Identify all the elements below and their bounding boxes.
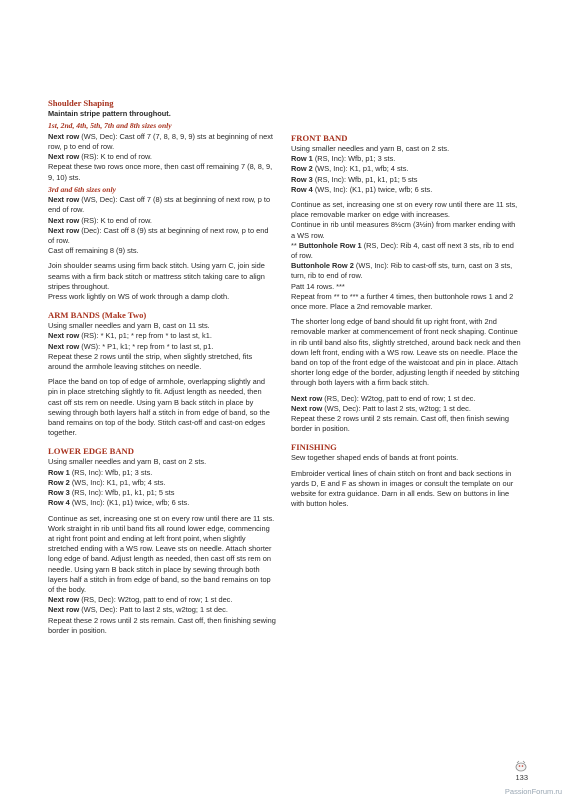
row-text: (WS, Dec): Patt to last 2 sts, w2tog; 1 st dec. (79, 605, 228, 615)
instruction-row (48, 331, 276, 341)
instruction-row (291, 414, 521, 434)
mascot-icon (512, 758, 530, 772)
instruction-row (48, 132, 276, 152)
row-text: Using smaller needles and yarn B, cast on 11 sts. (48, 321, 210, 331)
instruction-row (291, 144, 521, 154)
shoulder-shaping-heading: Shoulder Shaping (48, 98, 114, 108)
instruction-row (291, 404, 521, 414)
press-work-paragraph: Press work lightly on WS of work through a damp cloth. (48, 292, 230, 302)
lower-edge-band-section (48, 446, 276, 635)
instruction-row (48, 226, 276, 246)
row-label: Next row (48, 605, 80, 615)
row-text: (RS, Dec): W2tog, patt to end of row; 1 st dec. (79, 595, 233, 605)
row-label: Next row (291, 393, 323, 403)
row-text: (WS, Dec): Cast off 7 (7, 8, 8, 9, 9) sts at beginning of next row, p to end of row. (48, 131, 273, 151)
instruction-row (48, 352, 276, 372)
instruction-row (48, 246, 276, 256)
shoulder-shaping-section (48, 98, 276, 302)
instruction-row (291, 154, 521, 164)
instruction-row (48, 162, 276, 182)
row-text: Repeat these 2 rows until 2 sts remain. Cast off, then finish sewing border in position. (291, 414, 509, 434)
front-band-rows-2 (291, 200, 521, 312)
row-label: Next row (48, 195, 80, 205)
row-label: Next row (48, 331, 80, 341)
arm-bands-heading: ARM BANDS (Make Two) (48, 310, 147, 321)
page-number: 133 (515, 773, 528, 782)
row-text: Repeat these two rows once more, then cast off remaining 7 (8, 8, 9, 9, 10) sts. (48, 162, 273, 182)
instruction-row (48, 152, 276, 162)
sizes-subheading-1: 1st, 2nd, 4th, 5th, 7th and 8th sizes only (48, 121, 172, 131)
front-band-section (291, 133, 521, 434)
row-label: Next row (48, 341, 80, 351)
finishing-paragraph-1: Sew together shaped ends of bands at front points. (291, 453, 459, 463)
row-text: Repeat from ** to *** a further 4 times, then buttonhole rows 1 and 2 once more. Place a 2nd removable marker. (291, 291, 514, 312)
lower-edge-paragraph: Continue as set, increasing one st on every row until there are 11 sts. Work straight in rib until band fits all round lower edge, commencing at right front point and ending at left front point, when slightly stretched ending with a WS row. Leave sts on needle. Attach shorter long edge of band. Adjust length as needed, then cast off sts rem on needle. Using yarn B back stitch in place by sewing through both layers half a stitch in from edge of band, so the band remains on top of the body. (48, 513, 275, 594)
row-text: Using smaller needles and yarn B, cast on 2 sts. (291, 144, 450, 153)
instruction-row (48, 488, 276, 498)
row-label: Row 2 (291, 164, 313, 174)
row-text: Continue in rib until measures 8½cm (3½in) from marker ending with a WS row. (291, 220, 516, 240)
row-text: (WS, Dec): Cast off 7 (8) sts at beginning of next row, p to end of row. (48, 195, 271, 215)
row-text: (WS, Inc): K1, p1, wfb; 4 sts. (312, 164, 409, 174)
row-text: (RS): * K1, p1; * rep from * to last st, k1. (79, 331, 212, 341)
row-label: Buttonhole Row 2 (291, 261, 354, 271)
front-band-rows-3 (291, 394, 521, 435)
row-text: Cast off remaining 8 (9) sts. (48, 246, 139, 256)
row-text: Repeat these 2 rows until 2 sts remain. Cast off, then finishing sewing border in position. (48, 615, 276, 635)
row-text: (RS, Inc): Wfb, p1, k1, p1; 5 sts (312, 174, 418, 184)
row-text: (RS, Inc): Wfb, p1; 3 sts. (69, 467, 153, 477)
row-text: (RS): K to end of row. (79, 215, 152, 225)
instruction-row (48, 468, 276, 478)
row-label: Next row (48, 152, 80, 162)
instruction-row (291, 292, 521, 312)
arm-bands-paragraph: Place the band on top of edge of armhole, overlapping slightly and pin in place stretching slightly to fit. Adjust length as needed, then cast off sts rem on needle. Using yarn B back stitch in place by sewing through both layers half a stitch in from edge of band, so the band remains on top of the body. Stitch cast-off and cast-on edges together. (48, 377, 270, 438)
instruction-row (291, 175, 521, 185)
row-text: (RS): K to end of row. (79, 152, 152, 162)
right-column (291, 133, 521, 518)
row-text: (WS): * P1, k1; * rep from * to last st, p1. (79, 341, 214, 351)
instruction-row: ** Buttonhole Row 1 (RS, Dec): Rib 4, cast off next 3 sts, rib to end of row. (291, 240, 514, 261)
row-label: Row 1 (291, 154, 313, 164)
row-text: (RS, Inc): Wfb, p1; 3 sts. (312, 154, 396, 164)
left-column (48, 98, 276, 644)
instruction-row (48, 457, 276, 467)
lower-edge-rows-2 (48, 595, 276, 636)
front-band-heading: FRONT BAND (291, 133, 348, 143)
row-text: Repeat these 2 rows until the strip, when slightly stretched, fits around the armhole leaving stitches on needle. (48, 351, 253, 372)
instruction-row (291, 185, 521, 195)
instruction-row (48, 195, 276, 215)
row-text: Using smaller needles and yarn B, cast on 2 sts. (48, 457, 207, 467)
row-text: (WS, Inc): (K1, p1) twice, wfb; 6 sts. (312, 184, 433, 194)
instruction-row (48, 616, 276, 636)
finishing-paragraph-2: Embroider vertical lines of chain stitch on front and back sections in yards D, E and F as shown in images or consult the template on our website for extra guidance. Darn in all ends. Sew on buttons in line with button holes. (291, 468, 514, 509)
finishing-section (291, 442, 521, 509)
instruction-row (48, 216, 276, 226)
sizes-subheading-2: 3rd and 6th sizes only (48, 184, 116, 194)
row-text: Continue as set, increasing one st on every row until there are 11 sts, place removable marker on edge with increases. (291, 200, 518, 220)
row-label: Buttonhole Row 1 (298, 240, 362, 250)
lower-edge-band-heading: LOWER EDGE BAND (48, 446, 134, 457)
instruction-row (291, 164, 521, 174)
shoulder-intro: Maintain stripe pattern throughout. (48, 109, 171, 118)
row-label: Next row (48, 131, 80, 141)
finishing-heading: FINISHING (291, 442, 337, 453)
instruction-row (291, 220, 521, 240)
row-label: Row 3 (291, 174, 313, 184)
instruction-row (291, 261, 521, 281)
row-label: Next row (48, 215, 80, 225)
front-band-rows (291, 144, 521, 195)
row-label: Next row (48, 595, 80, 605)
join-seams-paragraph: Join shoulder seams using firm back stitch. Using yarn C, join side seams with a firm back stitch or mattress stitch taking care to align stripes throughout. (48, 261, 265, 291)
front-band-paragraph: The shorter long edge of band should fit up right front, with 2nd removable marker at commencement of front neck shaping. Continue in rib until band also fits, slightly stretched, around back neck and then down left front, ending with a WS row. Leave sts on needle. Place the band on top of the front edge of the waistcoat and pin in place. Attach shorter long edge of the border, adjusting length if needed by stitching through both layers with a firm back stitch. (291, 317, 521, 388)
row-text: Patt 14 rows. *** (291, 281, 345, 291)
row-text: (RS, Inc): Wfb, p1, k1, p1; 5 sts (69, 488, 175, 498)
row-text: (RS, Dec): W2tog, patt to end of row; 1 st dec. (322, 393, 476, 403)
row-label: Next row (291, 403, 323, 413)
instruction-row (291, 282, 521, 292)
row-text: (Dec): Cast off 8 (9) sts at beginning of next row, p to end of row. (48, 225, 269, 246)
instruction-row (48, 321, 276, 331)
instruction-row (291, 200, 521, 220)
watermark: PassionForum.ru (504, 787, 562, 796)
row-text: (WS, Inc): Rib to cast-off sts, turn, cast on 3 sts, turn, rib to end of row. (291, 261, 513, 281)
instruction-row (48, 605, 276, 615)
row-text: (RS, Dec): Rib 4, cast off next 3 sts, rib to end of row. (291, 240, 514, 261)
row-label: Row 1 (48, 467, 70, 477)
arm-bands-section (48, 310, 276, 438)
instruction-row (291, 394, 521, 404)
row-text: (WS, Dec): Patt to last 2 sts, w2tog; 1 st dec. (322, 403, 471, 413)
rows2 (48, 195, 276, 256)
row-text: (WS, Inc): K1, p1, wfb; 4 sts. (69, 477, 166, 487)
row-label: Row 4 (291, 184, 313, 194)
instruction-row (48, 595, 276, 605)
row-label: Row 2 (48, 477, 70, 487)
arm-bands-rows (48, 321, 276, 372)
rows1 (48, 132, 276, 183)
row-text: (WS, Inc): (K1, p1) twice, wfb; 6 sts. (69, 498, 190, 508)
instruction-row (48, 342, 276, 352)
instruction-row (48, 478, 276, 488)
row-label: Row 3 (48, 488, 70, 498)
row-label: Row 4 (48, 498, 70, 508)
row-label: Next row (48, 225, 80, 235)
lower-edge-rows (48, 457, 276, 508)
instruction-row (48, 498, 276, 508)
